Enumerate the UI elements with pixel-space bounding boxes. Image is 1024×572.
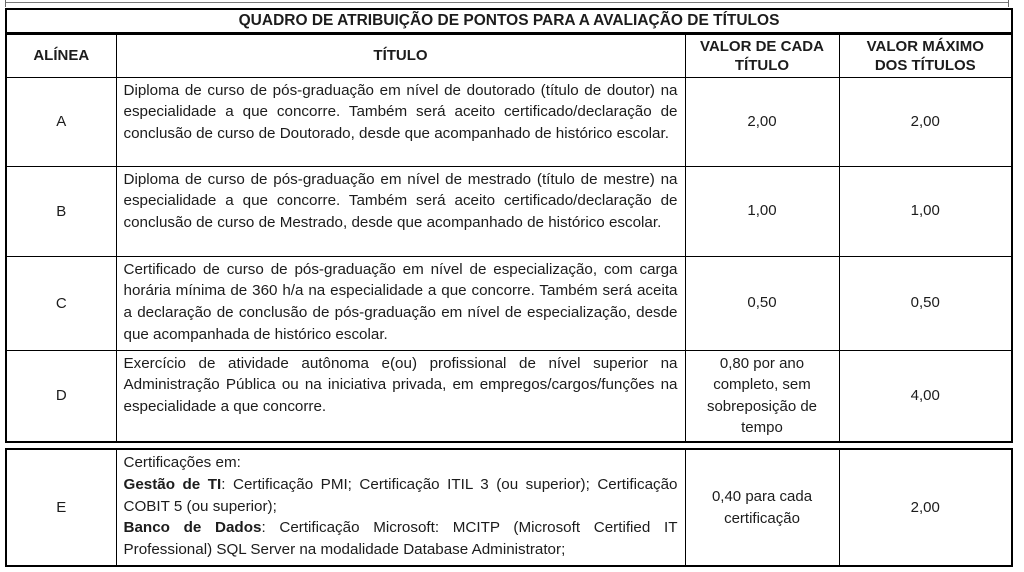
valor-cada-a: 2,00 — [685, 77, 839, 166]
titles-points-table-continued — [5, 448, 1013, 567]
gestao-ti-text: : Certificação PMI; Certificação ITIL 3 (ou superior); Certificação COBIT 5 (ou superior); — [123, 475, 678, 515]
banco-dados-label: Banco de Dados — [123, 519, 262, 537]
valor-max-e: 2,00 — [839, 449, 1012, 566]
valor-cada-d: 0,80 por ano completo, sem sobreposição de tempo — [685, 350, 839, 442]
valor-cada-e: 0,40 para cada certificação — [685, 449, 839, 566]
alinea-a: A — [6, 77, 116, 166]
certificacoes-intro: Certificações em: — [123, 454, 241, 471]
valor-max-a: 2,00 — [839, 77, 1012, 166]
page-title: QUADRO DE ATRIBUIÇÃO DE PONTOS PARA A AVALIAÇÃO DE TÍTULOS — [6, 9, 1012, 33]
gestao-ti-line — [124, 474, 678, 518]
col-header-titulo: TÍTULO — [116, 33, 685, 77]
table-row-e — [6, 449, 1012, 566]
table-row-a — [6, 77, 1012, 166]
col-header-valor-max: VALOR MÁXIMO DOS TÍTULOS — [839, 33, 1012, 77]
table-row-c — [6, 256, 1012, 350]
titulo-a: Diploma de curso de pós-graduação em nível de doutorado (título de doutor) na especialidade a que concorre. Também será aceito certificado/declaração de conclusão de curso de Doutorado, desde que acompanhado de histórico escolar. — [116, 77, 685, 166]
table-header-row — [6, 33, 1012, 77]
page-break-artifact-tick-left — [5, 0, 6, 7]
table-title-row — [6, 9, 1012, 33]
alinea-d: D — [6, 350, 116, 442]
alinea-b: B — [6, 166, 116, 256]
titulo-e — [116, 449, 685, 566]
titulo-d: Exercício de atividade autônoma e(ou) profissional de nível superior na Administração Pública ou na iniciativa privada, em empregos/cargos/funções na especialidade a que concorre. — [116, 350, 685, 442]
titulo-c: Certificado de curso de pós-graduação em nível de especialização, com carga horária mínima de 360 h/a na especialidade a que concorre. Também será aceita a declaração de conclusão de pós-graduação em nível de especialização, desde que acompanhada de histórico escolar. — [116, 256, 685, 350]
col-header-valor-cada: VALOR DE CADA TÍTULO — [685, 33, 839, 77]
col-header-alinea: ALÍNEA — [6, 33, 116, 77]
gestao-ti-label: Gestão de TI — [123, 475, 222, 493]
page-break-artifact-tick-right — [1008, 0, 1009, 7]
alinea-e: E — [6, 449, 116, 566]
valor-cada-b: 1,00 — [685, 166, 839, 256]
banco-dados-line — [124, 517, 678, 561]
alinea-c: C — [6, 256, 116, 350]
valor-max-c: 0,50 — [839, 256, 1012, 350]
titulo-b: Diploma de curso de pós-graduação em nível de mestrado (título de mestre) na especialidade a que concorre. Também será aceito certificado/declaração de conclusão de curso de Mestrado, desde que acompanhado de histórico escolar. — [116, 166, 685, 256]
page-break-artifact-line — [5, 2, 1009, 3]
banco-dados-text: : Certificação Microsoft: MCITP (Microsoft Certified IT Professional) SQL Server na modalidade Database Administrator; — [123, 519, 678, 559]
titles-points-table — [5, 8, 1013, 443]
valor-cada-c: 0,50 — [685, 256, 839, 350]
valor-max-d: 4,00 — [839, 350, 1012, 442]
table-row-b — [6, 166, 1012, 256]
table-row-d — [6, 350, 1012, 442]
valor-max-b: 1,00 — [839, 166, 1012, 256]
